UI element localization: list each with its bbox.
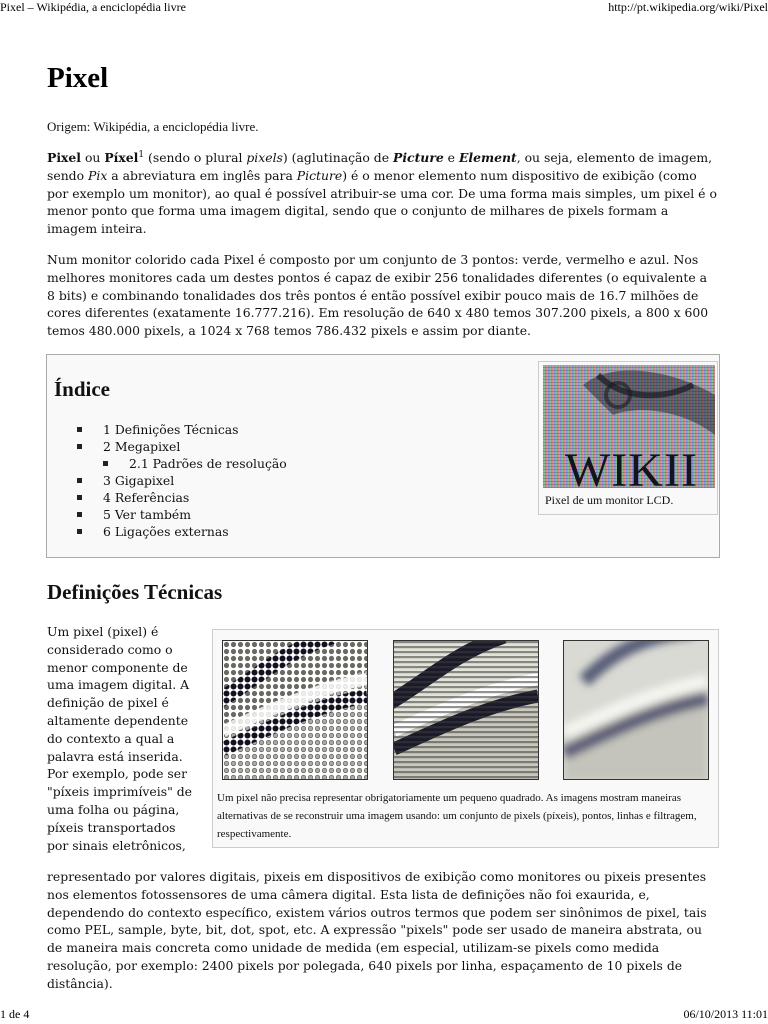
logo-wordmark: WIKII xyxy=(565,444,698,488)
toc-item[interactable]: 4 Referências xyxy=(77,489,287,506)
text-span: (sendo o plural xyxy=(144,150,247,165)
section-heading: Definições Técnicas xyxy=(47,580,223,604)
term-pixel: Pixel xyxy=(47,150,82,165)
text-span: ou xyxy=(81,150,105,165)
figure-caption: Pixel de um monitor LCD. xyxy=(545,493,674,507)
lcd-pixel-figure xyxy=(538,361,718,515)
filtered-panel[interactable] xyxy=(563,640,709,780)
browser-print-title: Pixel – Wikipédia, a enciclopédia livre xyxy=(0,0,186,14)
toc-item[interactable]: 1 Definições Técnicas xyxy=(77,421,287,438)
text-span: ) (aglutinação de xyxy=(282,150,394,165)
lcd-pixel-image[interactable] xyxy=(543,365,715,488)
dots-panel[interactable] xyxy=(222,640,368,780)
toc-item[interactable]: 3 Gigapixel xyxy=(77,472,287,489)
color-paragraph: Num monitor colorido cada Pixel é composto por um conjunto de 3 pontos: verde, vermelho e azul. Nos melhores monitores cada um destes pontos é capaz de exibir 256 tonalidades diferentes (o equivalente a 8 bits) e combinando tonalidades dos três pontos é então possível exibir pouco mais de 16.7 milhões de cores diferentes (exatamente 16.777.216). Em resolução de 640 x 480 temos 307.200 pixels, a 800 x 600 temos 480.000 pixels, a 1024 x 768 temos 786.432 pixels e assim por diante. xyxy=(47,252,709,339)
term-pix: Pix xyxy=(88,167,108,183)
origin-note: Origem: Wikipédia, a enciclopédia livre. xyxy=(47,119,259,134)
wikipedia-logo-closeup xyxy=(543,365,715,488)
intro-paragraph xyxy=(47,149,717,238)
browser-print-url[interactable]: http://pt.wikipedia.org/wiki/Pixel xyxy=(608,0,768,14)
term-pixels: pixels xyxy=(246,150,283,165)
figure-caption: Um pixel não precisa representar obrigatoriamente um pequeno quadrado. As imagens mostram maneiras alternativas de se reconstruir uma imagem usando: um conjunto de pixels (píxeis), pontos, linhas e filtragem, respectivamente. xyxy=(217,792,697,840)
section-text-continued: representado por valores digitais, pixeis em dispositivos de exibição como monitores ou pixeis presentes nos elementos fotossensores de uma câmera digital. Esta lista de definições não foi exaurida, e, dependendo do contexto específico, existem vários outros termos que podem ser sinônimos de pixel, tais como PEL, sample, byte, bit, dot, spot, etc. A expressão "pixels" pode ser usado de maneira abstrata, ou de maneira mais concreta como unidade de medida (em especial, utilizam-se pixels como medida resolução, por exemplo: 2400 pixels por polegada, 640 pixels por linha, espaçamento de 10 pixels de distância). xyxy=(47,869,707,991)
pixel-lines-image xyxy=(394,641,538,779)
section-text: Um pixel (pixel) é considerado como o menor componente de uma imagem digital. A definição de pixel é altamente dependente do contexto a qual a palavra está inserida. Por exemplo, pode ser "píxeis imprimíveis" de uma folha ou página, píxeis transportados por sinais eletrônicos, xyxy=(47,624,192,853)
reference-link[interactable]: 1 xyxy=(138,149,145,160)
toc-item[interactable]: 6 Ligações externas xyxy=(77,523,287,540)
page-title: Pixel xyxy=(47,62,109,94)
text-span: , ou seja, elemento de imagem, sendo xyxy=(47,150,713,183)
term-picture-italic: Picture xyxy=(296,167,343,183)
pixel-reconstruction-figure xyxy=(212,629,719,848)
toc-title: Índice xyxy=(54,377,111,401)
pixel-dots-image xyxy=(223,641,367,779)
term-picture: Picture xyxy=(393,150,444,165)
text-span: a abreviatura em inglês para xyxy=(107,167,297,183)
print-timestamp: 06/10/2013 11:01 xyxy=(683,1007,768,1021)
term-pixel-accent: Píxel xyxy=(104,150,139,165)
text-span: e xyxy=(443,150,459,165)
lines-panel[interactable] xyxy=(393,640,539,780)
pixel-filtered-image xyxy=(564,641,708,779)
toc-list xyxy=(77,421,287,540)
toc-subitem[interactable]: 2.1 Padrões de resolução xyxy=(77,455,287,472)
toc-item[interactable]: 5 Ver também xyxy=(77,506,287,523)
page-count: 1 de 4 xyxy=(0,1007,30,1021)
text-span: ) é o menor elemento num dispositivo de exibição (como por exemplo um monitor), ao qual é possível atribuir-se uma cor. De uma forma mais simples, um pixel é o menor ponto que forma uma imagem digital, sendo que o conjunto de milhares de pixels formam a imagem inteira. xyxy=(47,167,717,237)
term-element: Element xyxy=(458,150,517,165)
toc-item[interactable]: 2 Megapixel xyxy=(77,438,287,455)
